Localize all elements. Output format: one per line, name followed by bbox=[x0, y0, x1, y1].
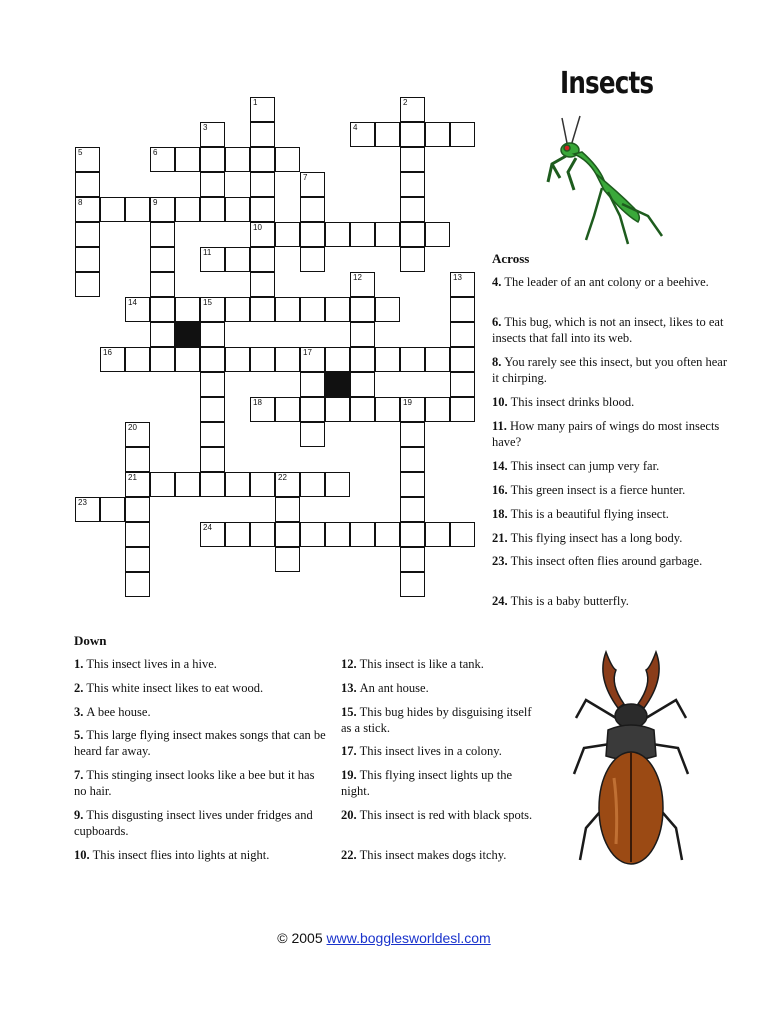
clue-item bbox=[341, 656, 541, 672]
clue-number-label: 16. bbox=[492, 483, 508, 497]
clue-text: This insect is red with black spots. bbox=[359, 808, 533, 822]
copyright-text: © 2005 bbox=[277, 930, 323, 946]
grid-cell[interactable] bbox=[300, 172, 325, 197]
page-title: Insects bbox=[560, 66, 654, 101]
grid-cell[interactable] bbox=[400, 247, 425, 272]
clue-text: This insect flies into lights at night. bbox=[92, 848, 270, 862]
grid-cell[interactable] bbox=[325, 222, 350, 247]
grid-cell[interactable] bbox=[200, 197, 225, 222]
clue-text: How many pairs of wings do most insects have? bbox=[492, 419, 720, 449]
grid-cell[interactable] bbox=[450, 272, 475, 297]
clue-item bbox=[341, 767, 541, 799]
clue-item bbox=[341, 847, 541, 863]
clue-item bbox=[341, 743, 541, 759]
grid-cell[interactable] bbox=[200, 172, 225, 197]
grid-cell[interactable] bbox=[350, 397, 375, 422]
clue-text: This disgusting insect lives under fridges and cupboards. bbox=[74, 808, 313, 838]
grid-cell[interactable] bbox=[200, 122, 225, 147]
grid-cell[interactable] bbox=[175, 297, 200, 322]
grid-cell[interactable] bbox=[325, 397, 350, 422]
across-heading: Across bbox=[492, 251, 530, 266]
grid-cell-blocked bbox=[325, 372, 350, 397]
grid-cell[interactable] bbox=[275, 297, 300, 322]
clue-number-label: 3. bbox=[74, 705, 84, 719]
grid-cell[interactable] bbox=[275, 147, 300, 172]
grid-cell[interactable] bbox=[125, 297, 150, 322]
clue-number: 20 bbox=[128, 423, 137, 432]
clue-number-label: 18. bbox=[492, 507, 508, 521]
clue-number: 9 bbox=[153, 198, 158, 207]
grid-cell[interactable] bbox=[325, 472, 350, 497]
grid-cell[interactable] bbox=[375, 347, 400, 372]
grid-cell[interactable] bbox=[125, 422, 150, 447]
clue-number-label: 10. bbox=[492, 395, 508, 409]
grid-cell[interactable] bbox=[300, 297, 325, 322]
clue-number: 2 bbox=[403, 98, 408, 107]
grid-cell[interactable] bbox=[425, 347, 450, 372]
clue-number: 10 bbox=[253, 223, 262, 232]
clue-number: 4 bbox=[353, 123, 358, 132]
grid-cell[interactable] bbox=[150, 472, 175, 497]
grid-cell[interactable] bbox=[150, 272, 175, 297]
grid-cell[interactable] bbox=[150, 347, 175, 372]
clue-number-label: 1. bbox=[74, 657, 84, 671]
clue-item bbox=[74, 704, 329, 720]
grid-cell[interactable] bbox=[350, 122, 375, 147]
clue-item bbox=[492, 354, 727, 386]
clue-item bbox=[492, 553, 727, 569]
grid-cell[interactable] bbox=[250, 197, 275, 222]
grid-cell[interactable] bbox=[175, 347, 200, 372]
clue-number-label: 5. bbox=[74, 728, 84, 742]
grid-cell[interactable] bbox=[400, 447, 425, 472]
grid-cell[interactable] bbox=[250, 397, 275, 422]
grid-cell[interactable] bbox=[300, 522, 325, 547]
grid-cell[interactable] bbox=[225, 347, 250, 372]
clue-item bbox=[74, 767, 329, 799]
clue-text: This green insect is a fierce hunter. bbox=[510, 483, 686, 497]
grid-cell[interactable] bbox=[450, 372, 475, 397]
clue-text: The leader of an ant colony or a beehive. bbox=[504, 275, 709, 289]
grid-cell[interactable] bbox=[350, 372, 375, 397]
clue-number-label: 20. bbox=[341, 808, 357, 822]
clue-number-label: 6. bbox=[492, 315, 502, 329]
clue-item bbox=[341, 807, 541, 823]
clue-item bbox=[492, 458, 727, 474]
grid-cell[interactable] bbox=[325, 522, 350, 547]
grid-cell[interactable] bbox=[375, 522, 400, 547]
clue-text: You rarely see this insect, but you often hear it chirping. bbox=[492, 355, 728, 385]
grid-cell[interactable] bbox=[250, 247, 275, 272]
grid-cell[interactable] bbox=[125, 572, 150, 597]
clue-number: 19 bbox=[403, 398, 412, 407]
grid-cell[interactable] bbox=[200, 372, 225, 397]
clue-item bbox=[492, 506, 727, 522]
grid-cell[interactable] bbox=[350, 522, 375, 547]
clue-text: This insect makes dogs itchy. bbox=[359, 848, 507, 862]
grid-cell[interactable] bbox=[300, 247, 325, 272]
grid-cell[interactable] bbox=[225, 197, 250, 222]
grid-cell[interactable] bbox=[300, 472, 325, 497]
clue-text: This insect drinks blood. bbox=[510, 395, 635, 409]
grid-cell[interactable] bbox=[200, 397, 225, 422]
grid-cell[interactable] bbox=[175, 147, 200, 172]
grid-cell[interactable] bbox=[200, 422, 225, 447]
grid-cell[interactable] bbox=[250, 172, 275, 197]
grid-cell[interactable] bbox=[150, 147, 175, 172]
grid-cell[interactable] bbox=[275, 222, 300, 247]
clue-number-label: 17. bbox=[341, 744, 357, 758]
grid-cell[interactable] bbox=[300, 347, 325, 372]
grid-cell[interactable] bbox=[75, 497, 100, 522]
clue-number: 13 bbox=[453, 273, 462, 282]
clue-number: 14 bbox=[128, 298, 137, 307]
clue-item bbox=[492, 314, 727, 346]
grid-cell[interactable] bbox=[200, 447, 225, 472]
grid-cell[interactable] bbox=[450, 522, 475, 547]
clue-text: This insect is like a tank. bbox=[359, 657, 484, 671]
clue-number-label: 15. bbox=[341, 705, 357, 719]
grid-cell[interactable] bbox=[125, 447, 150, 472]
clue-text: This bug, which is not an insect, likes to eat insects that fall into its web. bbox=[492, 315, 724, 345]
clue-item bbox=[492, 482, 727, 498]
grid-cell[interactable] bbox=[200, 347, 225, 372]
clue-text: This stinging insect looks like a bee but it has no hair. bbox=[74, 768, 315, 798]
grid-cell[interactable] bbox=[450, 122, 475, 147]
grid-cell[interactable] bbox=[400, 97, 425, 122]
clue-item bbox=[492, 418, 727, 450]
clue-number-label: 19. bbox=[341, 768, 357, 782]
grid-cell[interactable] bbox=[300, 197, 325, 222]
clue-item bbox=[341, 680, 541, 696]
clue-item bbox=[341, 704, 541, 736]
grid-cell[interactable] bbox=[175, 472, 200, 497]
clue-number-label: 23. bbox=[492, 554, 508, 568]
grid-cell[interactable] bbox=[250, 97, 275, 122]
grid-cell[interactable] bbox=[125, 547, 150, 572]
clue-text: This flying insect lights up the night. bbox=[341, 768, 513, 798]
grid-cell[interactable] bbox=[100, 497, 125, 522]
grid-cell[interactable] bbox=[400, 147, 425, 172]
grid-cell[interactable] bbox=[150, 247, 175, 272]
footer bbox=[0, 930, 768, 946]
grid-cell[interactable] bbox=[75, 247, 100, 272]
grid-cell[interactable] bbox=[225, 147, 250, 172]
grid-cell[interactable] bbox=[425, 522, 450, 547]
clue-number: 17 bbox=[303, 348, 312, 357]
grid-cell[interactable] bbox=[75, 172, 100, 197]
grid-cell[interactable] bbox=[350, 297, 375, 322]
grid-cell[interactable] bbox=[250, 272, 275, 297]
clue-item bbox=[74, 656, 329, 672]
grid-cell[interactable] bbox=[250, 522, 275, 547]
grid-cell[interactable] bbox=[400, 547, 425, 572]
grid-cell[interactable] bbox=[200, 247, 225, 272]
grid-cell[interactable] bbox=[400, 497, 425, 522]
clue-number-label: 12. bbox=[341, 657, 357, 671]
stag-beetle-illustration bbox=[566, 648, 696, 880]
clue-text: This insect often flies around garbage. bbox=[510, 554, 703, 568]
grid-cell[interactable] bbox=[75, 147, 100, 172]
grid-cell[interactable] bbox=[200, 297, 225, 322]
website-link[interactable]: www.bogglesworldesl.com bbox=[326, 930, 491, 946]
clue-number-label: 4. bbox=[492, 275, 502, 289]
grid-cell[interactable] bbox=[275, 397, 300, 422]
clue-text: An ant house. bbox=[359, 681, 429, 695]
grid-cell[interactable] bbox=[300, 397, 325, 422]
grid-cell[interactable] bbox=[450, 347, 475, 372]
clue-number: 15 bbox=[203, 298, 212, 307]
clue-item bbox=[492, 593, 727, 609]
grid-cell[interactable] bbox=[150, 322, 175, 347]
clue-text: This insect lives in a hive. bbox=[86, 657, 217, 671]
clue-number-label: 13. bbox=[341, 681, 357, 695]
grid-cell[interactable] bbox=[250, 147, 275, 172]
clue-number-label: 22. bbox=[341, 848, 357, 862]
clue-number-label: 9. bbox=[74, 808, 84, 822]
grid-cell-blocked bbox=[175, 322, 200, 347]
clue-number-label: 2. bbox=[74, 681, 84, 695]
clue-number: 21 bbox=[128, 473, 137, 482]
clue-text: A bee house. bbox=[86, 705, 151, 719]
grid-cell[interactable] bbox=[250, 472, 275, 497]
grid-cell[interactable] bbox=[350, 347, 375, 372]
grid-cell[interactable] bbox=[350, 272, 375, 297]
clue-item bbox=[492, 530, 727, 546]
grid-cell[interactable] bbox=[375, 397, 400, 422]
grid-cell[interactable] bbox=[375, 222, 400, 247]
grid-cell[interactable] bbox=[325, 347, 350, 372]
clue-number-label: 7. bbox=[74, 768, 84, 782]
clue-number-label: 21. bbox=[492, 531, 508, 545]
grid-cell[interactable] bbox=[300, 222, 325, 247]
clue-number: 6 bbox=[153, 148, 158, 157]
clue-number-label: 24. bbox=[492, 594, 508, 608]
grid-cell[interactable] bbox=[75, 197, 100, 222]
grid-cell[interactable] bbox=[400, 172, 425, 197]
grid-cell[interactable] bbox=[225, 472, 250, 497]
grid-cell[interactable] bbox=[400, 472, 425, 497]
clue-number: 18 bbox=[253, 398, 262, 407]
grid-cell[interactable] bbox=[200, 472, 225, 497]
grid-cell[interactable] bbox=[175, 197, 200, 222]
grid-cell[interactable] bbox=[200, 522, 225, 547]
clue-text: This insect lives in a colony. bbox=[359, 744, 502, 758]
clue-item bbox=[74, 680, 329, 696]
grid-cell[interactable] bbox=[400, 347, 425, 372]
grid-cell[interactable] bbox=[400, 197, 425, 222]
grid-cell[interactable] bbox=[400, 422, 425, 447]
grid-cell[interactable] bbox=[350, 322, 375, 347]
grid-cell[interactable] bbox=[225, 297, 250, 322]
grid-cell[interactable] bbox=[200, 147, 225, 172]
grid-cell[interactable] bbox=[200, 322, 225, 347]
grid-cell[interactable] bbox=[100, 197, 125, 222]
grid-cell[interactable] bbox=[400, 397, 425, 422]
grid-cell[interactable] bbox=[225, 522, 250, 547]
clue-item bbox=[74, 807, 329, 839]
grid-cell[interactable] bbox=[400, 522, 425, 547]
grid-cell[interactable] bbox=[275, 472, 300, 497]
grid-cell[interactable] bbox=[75, 272, 100, 297]
grid-cell[interactable] bbox=[325, 297, 350, 322]
clue-number-label: 10. bbox=[74, 848, 90, 862]
grid-cell[interactable] bbox=[275, 547, 300, 572]
grid-cell[interactable] bbox=[425, 122, 450, 147]
clue-item bbox=[74, 847, 329, 863]
grid-cell[interactable] bbox=[150, 222, 175, 247]
clue-text: This is a baby butterfly. bbox=[510, 594, 629, 608]
clue-number: 7 bbox=[303, 173, 308, 182]
grid-cell[interactable] bbox=[75, 222, 100, 247]
clue-number: 1 bbox=[253, 98, 258, 107]
clue-text: This bug hides by disguising itself as a stick. bbox=[341, 705, 532, 735]
clue-text: This insect can jump very far. bbox=[510, 459, 660, 473]
grid-cell[interactable] bbox=[300, 422, 325, 447]
clue-number: 23 bbox=[78, 498, 87, 507]
grid-cell[interactable] bbox=[275, 497, 300, 522]
clue-number-label: 11. bbox=[492, 419, 507, 433]
grid-cell[interactable] bbox=[275, 522, 300, 547]
praying-mantis-illustration bbox=[538, 112, 668, 247]
clue-number: 3 bbox=[203, 123, 208, 132]
clue-number: 5 bbox=[78, 148, 83, 157]
grid-cell[interactable] bbox=[400, 222, 425, 247]
grid-cell[interactable] bbox=[125, 197, 150, 222]
grid-cell[interactable] bbox=[400, 572, 425, 597]
grid-cell[interactable] bbox=[400, 122, 425, 147]
clue-number-label: 8. bbox=[492, 355, 502, 369]
grid-cell[interactable] bbox=[250, 297, 275, 322]
clue-number: 22 bbox=[278, 473, 287, 482]
grid-cell[interactable] bbox=[425, 397, 450, 422]
grid-cell[interactable] bbox=[150, 197, 175, 222]
grid-cell[interactable] bbox=[250, 347, 275, 372]
grid-cell[interactable] bbox=[275, 347, 300, 372]
grid-cell[interactable] bbox=[375, 122, 400, 147]
grid-cell[interactable] bbox=[100, 347, 125, 372]
clue-number: 11 bbox=[203, 248, 212, 257]
grid-cell[interactable] bbox=[250, 222, 275, 247]
grid-cell[interactable] bbox=[450, 397, 475, 422]
clue-text: This white insect likes to eat wood. bbox=[86, 681, 264, 695]
clue-item bbox=[492, 394, 727, 410]
grid-cell[interactable] bbox=[125, 522, 150, 547]
grid-cell[interactable] bbox=[125, 472, 150, 497]
grid-cell[interactable] bbox=[450, 322, 475, 347]
clue-number: 24 bbox=[203, 523, 212, 532]
down-heading: Down bbox=[74, 633, 107, 648]
grid-cell[interactable] bbox=[350, 222, 375, 247]
clue-item bbox=[74, 727, 329, 759]
grid-cell[interactable] bbox=[450, 297, 475, 322]
grid-cell[interactable] bbox=[250, 122, 275, 147]
clue-item bbox=[492, 274, 727, 290]
grid-cell[interactable] bbox=[375, 297, 400, 322]
clue-number: 12 bbox=[353, 273, 362, 282]
clue-number: 16 bbox=[103, 348, 112, 357]
grid-cell[interactable] bbox=[150, 297, 175, 322]
clue-number: 8 bbox=[78, 198, 83, 207]
grid-cell[interactable] bbox=[225, 247, 250, 272]
grid-cell[interactable] bbox=[125, 497, 150, 522]
clue-text: This large flying insect makes songs that can be heard far away. bbox=[74, 728, 326, 758]
grid-cell[interactable] bbox=[425, 222, 450, 247]
grid-cell[interactable] bbox=[300, 372, 325, 397]
grid-cell[interactable] bbox=[125, 347, 150, 372]
clue-text: This flying insect has a long body. bbox=[510, 531, 683, 545]
clue-text: This is a beautiful flying insect. bbox=[510, 507, 669, 521]
clue-number-label: 14. bbox=[492, 459, 508, 473]
